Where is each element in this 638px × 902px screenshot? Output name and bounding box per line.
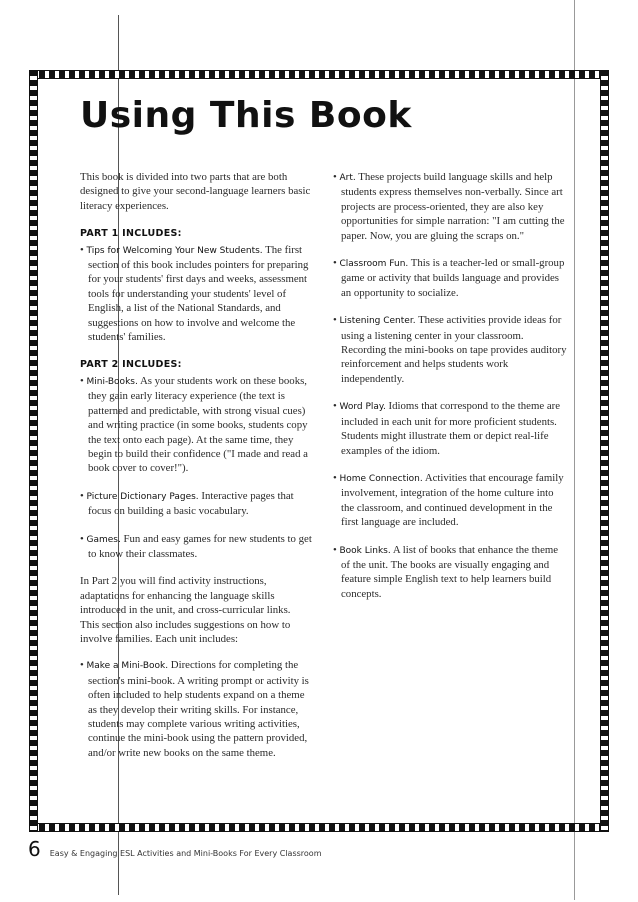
- part1-heading: PART 1 INCLUDES:: [80, 228, 182, 240]
- page-number: 6: [28, 837, 41, 861]
- list-item: • Picture Dictionary Pages. Interactive pages that focus on building a basic vocabulary.: [80, 489, 294, 518]
- right-column: [333, 170, 568, 614]
- item-lead: Home Connection.: [339, 473, 423, 484]
- list-item: • Art. These projects build language skills and help students express themselves non-verbally. Since art projects are process-oriented, they are also key opportunities for simple narration: "I am cutting the paper. Now, you are gluing the scraps on.": [333, 171, 565, 242]
- item-lead: Make a Mini-Book.: [86, 661, 169, 672]
- item-text: These activities provide ideas for using a listening center in your classroom. Recording the mini-books on tape provides auditory reinforcement and helps students work independently.: [341, 314, 567, 385]
- dashed-border-left: [29, 70, 38, 832]
- item-lead: Book Links.: [339, 545, 391, 556]
- list-item: • Book Links. A list of books that enhance the theme of the unit. The books are visually engaging and feature simple English text to help learners build concepts.: [333, 543, 559, 600]
- item-text: Interactive pages that focus on building a basic vocabulary.: [88, 489, 294, 518]
- item-text: This is a teacher-led or small-group game or activity that builds language and provides an opportunity to socialize.: [341, 257, 565, 299]
- item-text: As your students work on these books, they gain early literacy experience (the text is patterned and predictable, with strong visual cues) and writing practice (in some books, students copy the text onto each page). At the same time, they begin to build their confidence ("I made and read a book cover to cover!").: [88, 374, 308, 475]
- page-title: Using This Book: [80, 95, 412, 136]
- left-column: [80, 170, 312, 773]
- list-item: • Classroom Fun. This is a teacher-led or small-group game or activity that builds language and provides an opportunity to socialize.: [333, 257, 565, 299]
- list-item: • Word Play. Idioms that correspond to the theme are included in each unit for more proficient students. Students might illustrate them or depict real-life examples of the idiom.: [333, 400, 561, 457]
- item-lead: Mini-Books.: [86, 376, 138, 387]
- item-lead: Art.: [339, 173, 356, 183]
- list-item: • Listening Center. These activities provide ideas for using a listening center in your classroom. Recording the mini-books on tape provides auditory reinforcement and helps students work independently.: [333, 314, 567, 385]
- item-lead: Word Play.: [339, 402, 386, 413]
- item-text: Directions for completing the section's mini-book. A writing prompt or activity is often included to help students expand on a theme as they develop their writing skills. For instance, students may complete various writing activities, continue the mini-book using the pattern provided, and/or write new books on the same theme.: [88, 659, 309, 759]
- item-text: A list of books that enhance the theme of the unit. The books are visually engaging and feature simple English text to help learners build concepts.: [341, 543, 559, 600]
- list-item: • Tips for Welcoming Your New Students. The first section of this book includes pointers for preparing for your students' first days and weeks, assessment tools for understanding your students' level of English, a list of the National Standards, and suggestions on how to involve and welcome the students' families.: [80, 243, 309, 344]
- dashed-border-bottom: [29, 823, 609, 832]
- item-text: Activities that encourage family involvement, integration of the home culture into the classroom, and continued development in the first language are included.: [341, 471, 564, 529]
- item-lead: Classroom Fun.: [339, 259, 409, 270]
- dashed-border-top: [29, 70, 609, 79]
- item-lead: Picture Dictionary Pages.: [86, 491, 199, 502]
- item-text: The first section of this book includes pointers for preparing for your students' first days and weeks, assessment tools for understanding your students' level of English, a list of the National Standards, and suggestions on how to involve and welcome the students' families.: [88, 243, 309, 344]
- intro-paragraph: This book is divided into two parts that are both designed to give your second-language learners basic literacy experiences.: [80, 171, 311, 212]
- dashed-border-right: [600, 70, 609, 832]
- part2-paragraph: In Part 2 you will find activity instructions, adaptations for enhancing the language skills introduced in the unit, and cross-curricular links. This section also includes suggestions on how to involve families. Each unit includes:: [80, 575, 291, 645]
- item-lead: Tips for Welcoming Your New Students.: [86, 245, 263, 256]
- item-lead: Listening Center.: [339, 316, 416, 327]
- item-lead: Games.: [86, 534, 121, 545]
- list-item: • Home Connection. Activities that encourage family involvement, integration of the home culture into the classroom, and continued development in the first language are included.: [333, 471, 564, 529]
- list-item: • Mini-Books. As your students work on these books, they gain early literacy experience (the text is patterned and predictable, with strong visual cues) and writing practice (in some books, students copy the text onto each page). At the same time, they begin to build their confidence ("I made and read a book cover to cover!").: [80, 374, 308, 475]
- part2-heading: PART 2 INCLUDES:: [80, 359, 182, 371]
- footer-text: Easy & Engaging ESL Activities and Mini-Books For Every Classroom: [49, 849, 322, 858]
- item-text: These projects build language skills and help students express themselves non-verbally. Since art projects are process-oriented, they are also key opportunities for simple narration: "I am cutting the paper. Now, you are gluing the scraps on.": [341, 171, 565, 242]
- item-text: Idioms that correspond to the theme are included in each unit for more proficient students. Students might illustrate them or depict real-life examples of the idiom.: [341, 400, 561, 457]
- list-item: • Games. Fun and easy games for new students to get to know their classmates.: [80, 532, 312, 560]
- item-text: Fun and easy games for new students to get to know their classmates.: [88, 532, 312, 560]
- list-item: • Make a Mini-Book. Directions for completing the section's mini-book. A writing prompt or activity is often included to help students expand on a theme as they develop their writing skills. For instance, students may complete various writing activities, continue the mini-book using the pattern provided, and/or write new books on the same theme.: [80, 659, 309, 759]
- page-footer: [28, 837, 321, 861]
